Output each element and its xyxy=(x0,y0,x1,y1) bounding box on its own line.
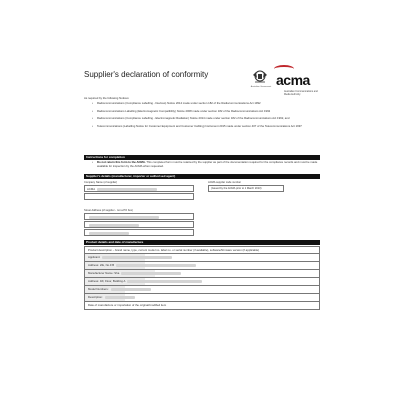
notice-item: • Telecommunications (Labelling Notice for Customer Equipment and Customer Cabling) Instrument 2015 made under section 407 of the Telecommunications Act 1997 xyxy=(92,125,320,129)
acma-code-field[interactable] xyxy=(208,185,284,192)
manufacturer-address-label: Address: 4/F, Floor, Building A xyxy=(88,279,126,283)
acma-brand-text: acma xyxy=(276,72,310,88)
address-label: Street Address (of supplier - not a PO box) xyxy=(84,209,133,212)
address-line-1[interactable] xyxy=(84,213,194,220)
redacted-text xyxy=(116,264,196,267)
redacted-text xyxy=(102,256,172,259)
supplier-heading: Supplier's details (manufacturer, importer or authorised agent) xyxy=(84,174,320,179)
intro-text: As required by the following Notices: xyxy=(84,96,130,100)
company-name-value: ACMA xyxy=(87,187,96,191)
redacted-text xyxy=(89,224,139,227)
manufacturer-label: Manufacturer Name: Sha xyxy=(88,271,120,275)
redacted-text xyxy=(111,288,151,291)
crest-caption: Australian Government xyxy=(250,86,272,88)
description-label: Description: xyxy=(88,295,103,299)
company-name-field-2[interactable] xyxy=(84,193,194,200)
acma-subtitle: Australian Communications and Media Authority xyxy=(284,90,318,96)
product-description-label: Product description – brand name, type, current model no. label no. or serial number (if available), software/firmware version (if applicable) xyxy=(88,248,260,252)
product-description-row[interactable] xyxy=(84,246,320,254)
acma-code-note: (Issued by the ACMA prior to 1 March 2013) xyxy=(211,187,262,190)
description-row[interactable] xyxy=(84,294,320,302)
date-of-manufacture-label: Date of manufacture or importation of the original/modified item xyxy=(88,303,167,307)
instructions-text xyxy=(92,161,320,168)
declaration-page xyxy=(84,62,320,342)
applicant-address-label: Address: 2/E, No.9 B xyxy=(88,263,115,267)
model-numbers-row[interactable] xyxy=(84,286,320,294)
page-title: Supplier's declaration of conformity xyxy=(84,70,209,79)
instructions-body: This completed form must be retained by the supplier as part of the documentation required for the compliance records and must be made available for inspection by the ACMA when requested. xyxy=(97,160,318,168)
address-line-2[interactable] xyxy=(84,221,194,228)
instructions-bold: Do not return this form to the ACMA. xyxy=(97,160,146,164)
acma-logo xyxy=(248,66,324,100)
company-name-label: Company Name (of supplier) xyxy=(84,181,118,184)
acma-code-label: ACMA supplier code number xyxy=(208,181,242,184)
instructions-heading: Instructions for completion xyxy=(84,155,320,160)
model-numbers-label: Model Numbers: xyxy=(88,287,109,291)
address-line-3[interactable] xyxy=(84,229,194,236)
company-name-field[interactable] xyxy=(84,185,194,192)
product-heading: Product details and date of manufacture xyxy=(84,240,320,245)
applicant-row[interactable] xyxy=(84,254,320,262)
applicant-address-row[interactable] xyxy=(84,262,320,270)
redacted-text xyxy=(97,188,157,191)
acma-wordmark xyxy=(276,72,310,88)
notice-item: • Radiocommunications Labelling (Electromagnetic Compatibility) Notice 2008 made under section 182 of the Radiocommunications Act 1992 xyxy=(92,110,320,114)
redacted-text xyxy=(105,296,135,299)
redacted-text xyxy=(89,232,129,235)
manufacturer-address-row[interactable] xyxy=(84,278,320,286)
manufacturer-row[interactable] xyxy=(84,270,320,278)
redacted-text xyxy=(127,280,202,283)
redacted-text xyxy=(89,216,159,219)
applicant-label: Applicant: xyxy=(88,255,101,259)
notice-item: • Radiocommunications (Compliance Labelling - Devices) Notice 2014 made under section 182 of the Radiocommunications Act 1992 xyxy=(92,102,320,106)
acma-swoosh-icon xyxy=(274,65,294,73)
date-of-manufacture-row[interactable] xyxy=(84,302,320,310)
notices-list xyxy=(92,102,320,132)
redacted-text xyxy=(121,272,181,275)
notice-item: • Radiocommunications (Compliance Labelling - Electromagnetic Radiation) Notice 2014 made under section 182 of the Radiocommunications Act 1992, and xyxy=(92,117,320,121)
